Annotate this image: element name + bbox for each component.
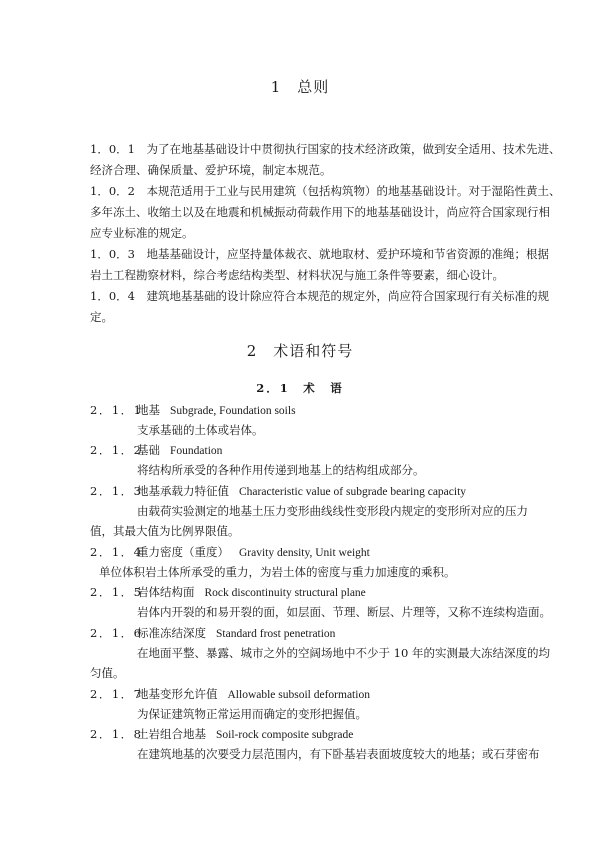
chapter-2-title: 2 术语和符号 <box>246 342 354 360</box>
clause-1-0-4-line-2: 定。 <box>90 310 113 324</box>
term-number: 2．1．4 <box>90 545 143 559</box>
term-2-1-6-definition-line-1: 在地面平整、暴露、城市之外的空阔场地中不少于 10 年的实测最大冻结深度的均 <box>137 646 550 660</box>
clause-1-0-2-line-3: 应专业标准的规定。 <box>90 226 194 240</box>
term-number: 2．1．8 <box>90 727 143 741</box>
term-en: Foundation <box>170 445 223 457</box>
term-2-1-3-definition-line-1: 由载荷实验测定的地基土压力变形曲线线性变形段内规定的变形所对应的压力 <box>137 504 528 518</box>
chapter-1-title: 1 总则 <box>270 78 330 96</box>
clause-1-0-4-line-1: 1．0．4 建筑地基基础的设计除应符合本规范的规定外，尚应符合国家现行有关标准的规 <box>90 289 549 303</box>
term-en: Rock discontinuity structural plane <box>204 587 366 599</box>
term-number: 2．1．1 <box>90 403 143 417</box>
term-number: 2．1．5 <box>90 585 143 599</box>
term-zh: 重力密度（重度） <box>137 545 229 559</box>
section-2-1-title: 2．1 术 语 <box>256 381 344 395</box>
term-zh: 基础 <box>137 443 160 457</box>
term-number: 2．1．3 <box>90 484 143 498</box>
term-2-1-5-definition: 岩体内开裂的和易开裂的面，如层面、节理、断层、片理等，又称不连续构造面。 <box>137 605 551 619</box>
term-2-1-4 <box>90 542 370 563</box>
term-en: Subgrade, Foundation soils <box>170 405 296 417</box>
term-en: Gravity density, Unit weight <box>239 547 370 559</box>
term-zh: 地基承载力特征值 <box>137 484 229 498</box>
term-2-1-8-definition: 在建筑地基的次要受力层范围内，有下卧基岩表面坡度较大的地基；或石芽密布 <box>137 747 540 761</box>
term-2-1-1 <box>90 400 296 421</box>
term-2-1-6-definition-line-2: 匀值。 <box>90 666 125 680</box>
term-number: 2．1．6 <box>90 626 143 640</box>
term-zh: 岩体结构面 <box>137 585 195 599</box>
term-zh: 土岩组合地基 <box>137 727 206 741</box>
term-2-1-6 <box>90 623 335 644</box>
term-en: Characteristic value of subgrade bearing capacity <box>239 486 467 498</box>
clause-1-0-3-line-1: 1．0．3 地基基础设计，应坚持量体裁衣、就地取材、爱护环境和节省资源的准绳；根据 <box>90 247 549 261</box>
term-en: Standard frost penetration <box>216 628 336 640</box>
term-2-1-2-definition: 将结构所承受的各种作用传递到地基上的结构组成部分。 <box>137 463 425 477</box>
term-2-1-7 <box>90 684 370 705</box>
term-2-1-3 <box>90 481 466 502</box>
term-2-1-2 <box>90 440 222 461</box>
term-number: 2．1．2 <box>90 443 143 457</box>
term-2-1-8 <box>90 724 353 745</box>
term-zh: 地基变形允许值 <box>137 687 218 701</box>
term-en: Allowable subsoil deformation <box>227 689 370 701</box>
clause-1-0-3-line-2: 岩土工程勘察材料，综合考虑结构类型、材料状况与施工条件等要素，细心设计。 <box>90 268 504 282</box>
term-2-1-5 <box>90 582 366 603</box>
term-2-1-7-definition: 为保证建筑物正常运用而确定的变形把握值。 <box>137 707 367 721</box>
term-zh: 标准冻结深度 <box>137 626 206 640</box>
term-zh: 地基 <box>137 403 160 417</box>
term-en: Soil-rock composite subgrade <box>216 729 354 741</box>
clause-1-0-1-line-2: 经济合理、确保质量、爱护环境，制定本规范。 <box>90 163 332 177</box>
term-number: 2．1．7 <box>90 687 143 701</box>
term-2-1-1-definition: 支承基础的土体或岩体。 <box>137 423 264 437</box>
clause-1-0-2-line-2: 多年冻土、收缩土以及在地震和机械振动荷载作用下的地基基础设计，尚应符合国家现行相 <box>90 205 550 219</box>
clause-1-0-1-line-1: 1．0．1 为了在地基基础设计中贯彻执行国家的技术经济政策，做到安全适用、技术先进、 <box>90 142 561 156</box>
term-2-1-3-definition-line-2: 值，其最大值为比例界限值。 <box>90 524 240 538</box>
clause-1-0-2-line-1: 1．0．2 本规范适用于工业与民用建筑（包括构筑物）的地基基础设计。对于湿陷性黄土、 <box>90 184 561 198</box>
term-2-1-4-definition: 单位体积岩土体所承受的重力，为岩土体的密度与重力加速度的乘积。 <box>99 565 456 579</box>
